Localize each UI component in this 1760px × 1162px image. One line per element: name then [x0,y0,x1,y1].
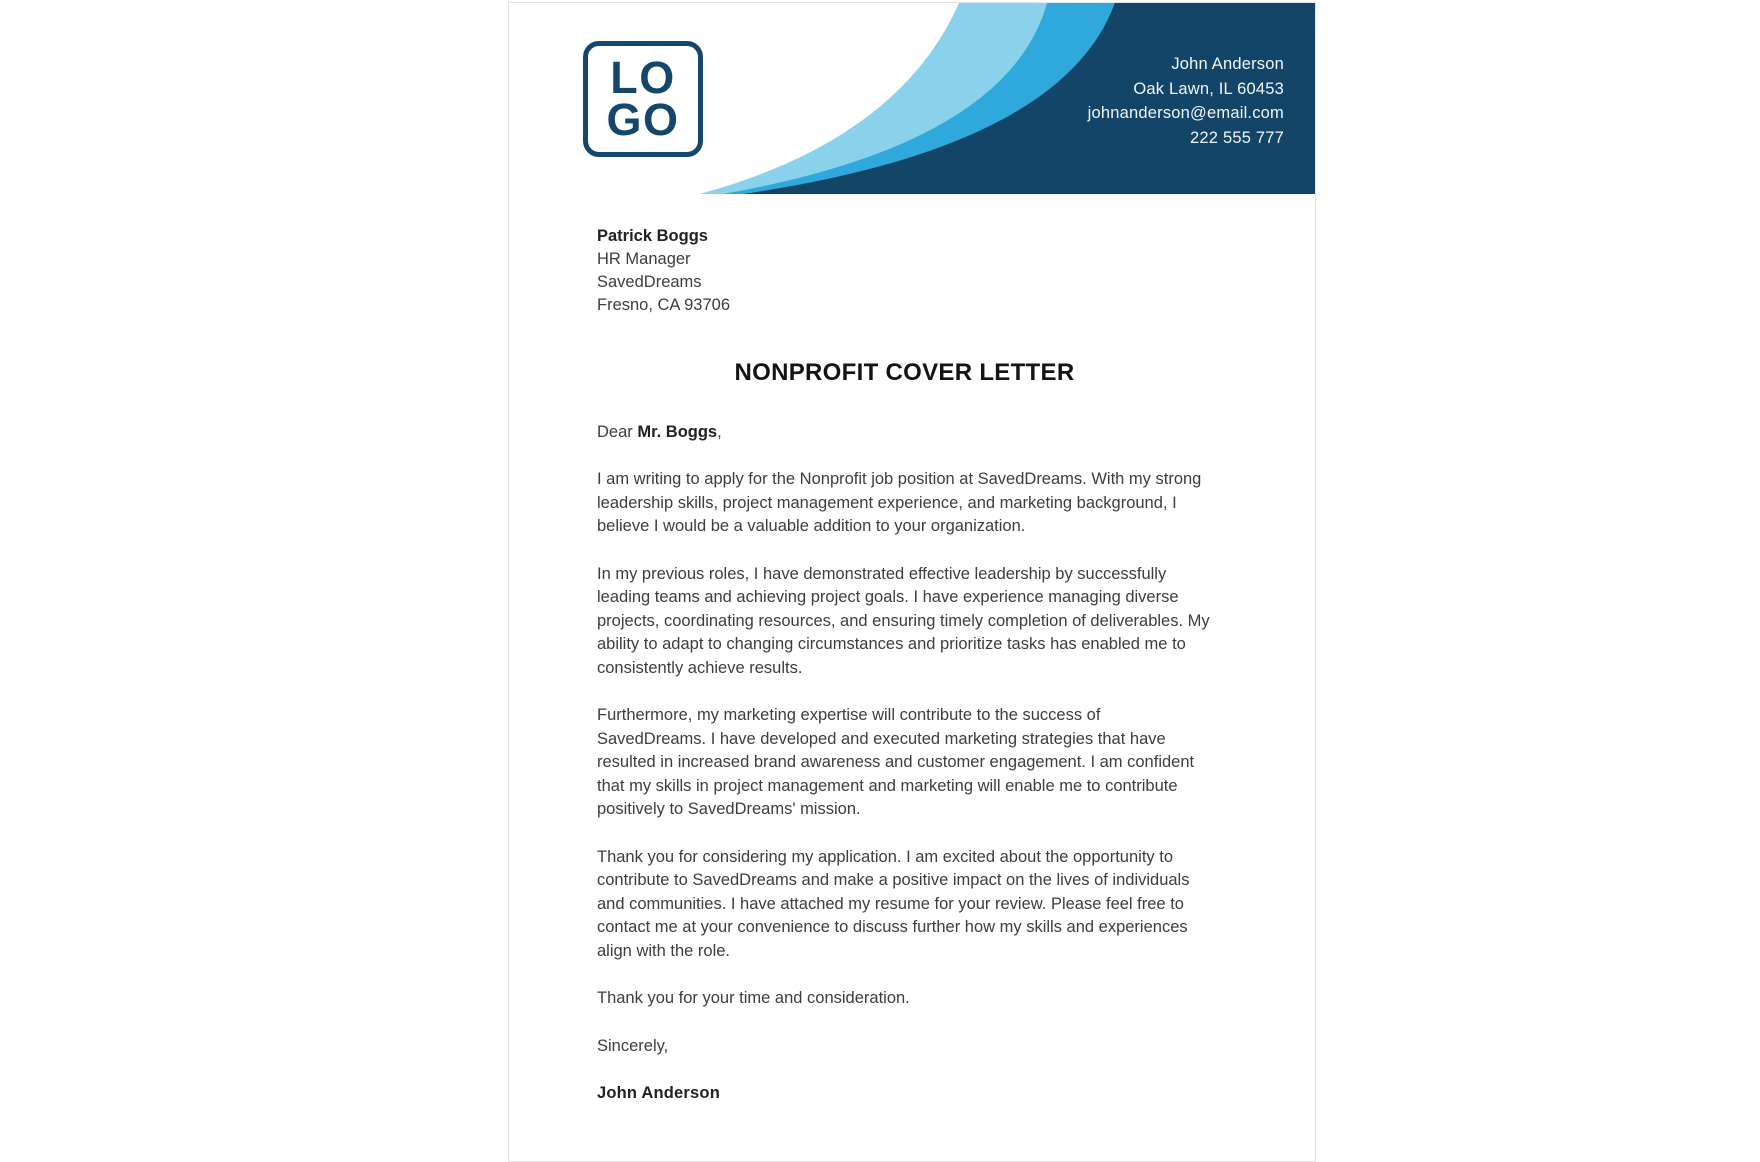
closing-signoff: Sincerely, [597,1036,669,1055]
recipient-location: Fresno, CA 93706 [597,296,730,314]
letter-title: NONPROFIT COVER LETTER [734,359,1075,386]
salutation-suffix: , [717,422,722,441]
sender-contact-block [1088,52,1284,150]
letter-page [508,2,1316,1162]
paragraph-experience: In my previous roles, I have demonstrated effective leadership by successfully leading teams and achieving project goals. I have experience managing diverse projects, coordinating resources, and ensuring timely completion of deliverables. My ability to adapt to changing circumstances and prioritize tasks has enabled me to consistently achieve results. [597,564,1210,677]
closing-thanks: Thank you for your time and consideration. [597,989,910,1007]
recipient-company: SavedDreams [597,273,702,291]
salutation [597,421,1212,445]
recipient-job-title: HR Manager [597,250,691,268]
letterhead [509,3,1315,194]
salutation-name: Mr. Boggs [637,422,718,441]
signature-name: John Anderson [597,1084,720,1102]
recipient-block [597,225,1212,317]
recipient-name: Patrick Boggs [597,227,708,245]
logo-line1: LO [610,52,676,104]
letter-body [597,225,1212,1106]
sender-email: johnanderson@email.com [1087,104,1284,122]
sender-name: John Anderson [1171,55,1284,73]
logo-line2: GO [606,94,680,145]
sender-phone: 222 555 777 [1190,128,1284,147]
sender-address: Oak Lawn, IL 60453 [1133,79,1284,98]
paragraph-intro: I am writing to apply for the Nonprofit job position at SavedDreams. With my strong leadership skills, project management experience, and marketing background, I believe I would be a valuable addition to your organization. [597,470,1202,535]
paragraph-marketing: Furthermore, my marketing expertise will contribute to the success of SavedDreams. I have developed and executed marketing strategies that have resulted in increased brand awareness and customer engagement. I am confident that my skills in project management and marketing will enable me to contribute positively to SavedDreams' mission. [597,706,1195,818]
salutation-prefix: Dear [597,422,638,441]
logo [583,41,703,157]
paragraph-thanks: Thank you for considering my application. I am excited about the opportunity to contribute to SavedDreams and make a positive impact on the lives of individuals and communities. I have attached my resume for your review. Please feel free to contact me at your convenience to discuss further how my skills and experiences align with the role. [597,847,1190,960]
